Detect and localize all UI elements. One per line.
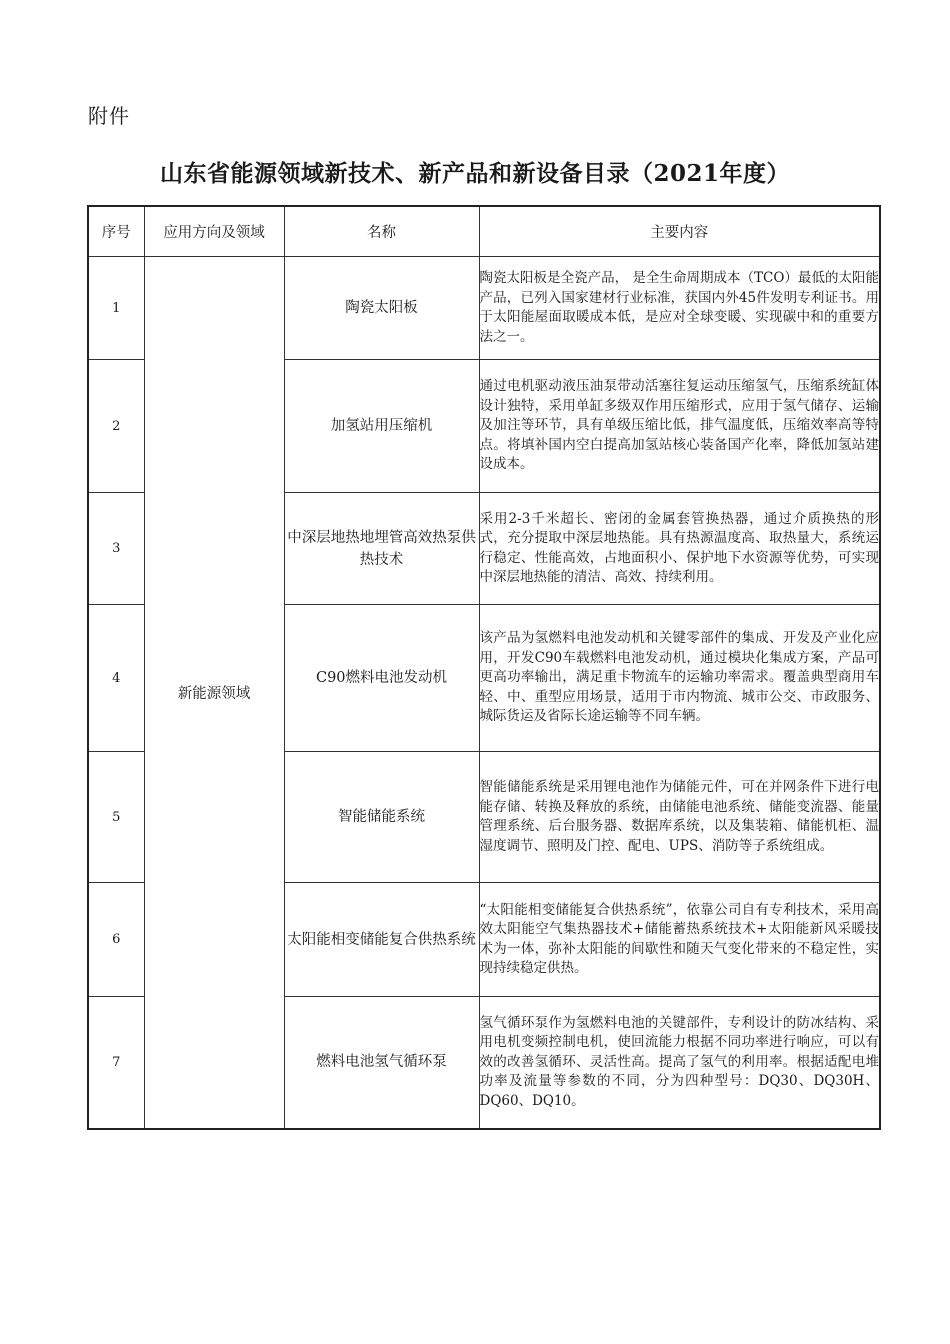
row-content: 陶瓷太阳板是全瓷产品， 是全生命周期成本（TCO）最低的太阳能产品，已列入国家建材行业标准，获国内外45件发明专利证书。用于太阳能屋面取暖成本低，是应对全球变暖、实现碳中和的重要方法之一。 (479, 257, 880, 360)
row-seq: 1 (88, 257, 144, 360)
header-content: 主要内容 (479, 206, 880, 257)
row-name: C90燃料电池发动机 (284, 605, 479, 752)
row-seq: 5 (88, 752, 144, 883)
row-content: “太阳能相变储能复合供热系统”，依靠公司自有专利技术，采用高效太阳能空气集热器技术+储能蓄热系统技术+太阳能新风采暖技术为一体，弥补太阳能的间歇性和随天气变化带来的不稳定性，实现持续稳定供热。 (479, 883, 880, 997)
catalog-table (87, 205, 881, 1130)
row-seq: 4 (88, 605, 144, 752)
row-seq: 3 (88, 493, 144, 605)
header-seq: 序号 (88, 206, 144, 257)
row-content: 通过电机驱动液压油泵带动活塞往复运动压缩氢气，压缩系统缸体设计独特，采用单缸多级双作用压缩形式，应用于氢气储存、运输及加注等环节，具有单级压缩比低，排气温度低，压缩效率高等特点。将填补国内空白提高加氢站核心装备国产化率，降低加氢站建设成本。 (479, 360, 880, 493)
row-content: 智能储能系统是采用锂电池作为储能元件，可在并网条件下进行电能存储、转换及释放的系统，由储能电池系统、储能变流器、能量管理系统、后台服务器、数据库系统，以及集装箱、储能机柜、温湿度调节、照明及门控、配电、UPS、消防等子系统组成。 (479, 752, 880, 883)
row-name: 太阳能相变储能复合供热系统 (284, 883, 479, 997)
table-header-row (88, 206, 880, 257)
row-name: 加氢站用压缩机 (284, 360, 479, 493)
row-content: 氢气循环泵作为氢燃料电池的关键部件，专利设计的防冰结构、采用电机变频控制电机，使回流能力根据不同功率进行响应，可以有效的改善氢循环、灵活性高。提高了氢气的利用率。根据适配电堆功率及流量等参数的不同，分为四种型号：DQ30、DQ30H、DQ60、DQ10。 (479, 997, 880, 1129)
document-title: 山东省能源领域新技术、新产品和新设备目录（2021年度） (159, 160, 790, 187)
row-name: 燃料电池氢气循环泵 (284, 997, 479, 1129)
row-name: 陶瓷太阳板 (284, 257, 479, 360)
attachment-label: 附件 (88, 104, 130, 128)
header-name: 名称 (284, 206, 479, 257)
header-field: 应用方向及领域 (144, 206, 284, 257)
row-content: 该产品为氢燃料电池发动机和关键零部件的集成、开发及产业化应用，开发C90车载燃料电池发动机，通过模块化集成方案，产品可更高功率输出，满足重卡物流车的运输功率需求。覆盖典型商用车轻、中、重型应用场景，适用于市内物流、城市公交、市政服务、城际货运及省际长途运输等不同车辆。 (479, 605, 880, 752)
row-seq: 2 (88, 360, 144, 493)
row-name: 中深层地热地埋管高效热泵供热技术 (284, 493, 479, 605)
row-seq: 7 (88, 997, 144, 1129)
row-content: 采用2-3千米超长、密闭的金属套管换热器，通过介质换热的形式，充分提取中深层地热能。具有热源温度高、取热量大，系统运行稳定、性能高效，占地面积小、保护地下水资源等优势，可实现中深层地热能的清洁、高效、持续利用。 (479, 493, 880, 605)
table-row (88, 257, 880, 360)
row-seq: 6 (88, 883, 144, 997)
field-cell: 新能源领域 (144, 257, 284, 1129)
row-name: 智能储能系统 (284, 752, 479, 883)
